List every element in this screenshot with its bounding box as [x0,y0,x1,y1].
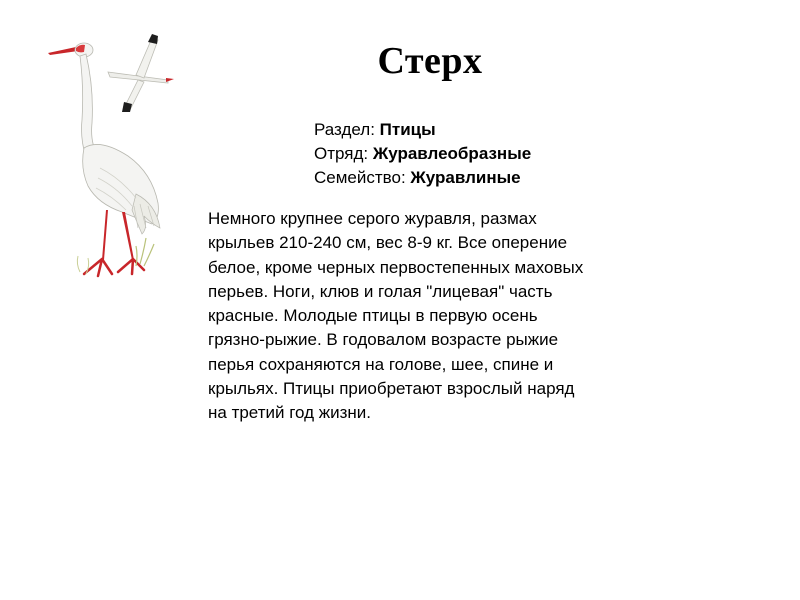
page-title: Стерх [377,40,483,82]
taxonomy-value: Птицы [379,120,436,139]
taxonomy-block [314,118,634,190]
description-line: Немного крупнее серого журавля, размах [208,209,537,228]
description-text [208,207,668,426]
description-line: красные. Молодые птицы в первую осень [208,306,538,326]
taxonomy-row-division [314,118,634,142]
description-line: перья сохраняются на голове, шее, спине и [208,354,554,374]
description-line: грязно-рыжие. В годовалом возрасте рыжие [208,330,559,350]
description-line: крыльях. Птицы приобретают взрослый наряд [208,379,575,399]
taxonomy-row-family [314,166,634,190]
taxonomy-label: Раздел: [314,120,375,139]
taxonomy-row-order [314,142,634,166]
crane-illustration [40,28,180,288]
taxonomy-label: Семейство: [314,168,406,187]
flying-crane-icon [108,34,174,112]
description-line: перьев. Ноги, клюв и голая "лицевая" часть [208,281,553,301]
taxonomy-label: Отряд: [314,144,369,163]
taxonomy-value: Журавлиные [410,168,521,187]
taxonomy-value: Журавлеобразные [372,144,532,163]
description-line: крыльев 210-240 см, вес 8-9 кг. Все оперение [208,233,568,253]
description-line: на третий год жизни. [208,403,372,423]
description-line: белое, кроме черных первостепенных маховых [208,257,584,277]
